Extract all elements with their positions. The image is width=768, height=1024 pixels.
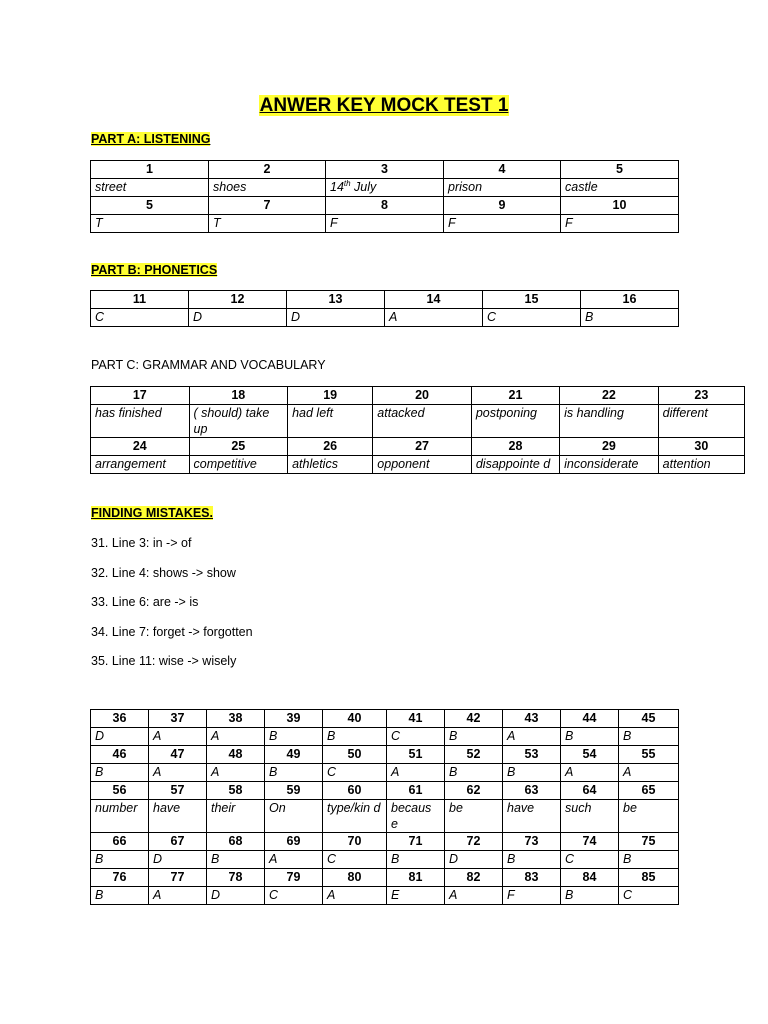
mistake-item: 34. Line 7: forget -> forgotten [91,624,253,639]
number-row [91,438,745,456]
answer-cell: C [387,728,445,746]
answer-cell: postponing [471,405,559,438]
answer-cell: A [385,309,483,327]
question-number: 44 [561,710,619,728]
answer-cell: be [445,800,503,833]
part-b-heading: PART B: PHONETICS [91,263,218,277]
answer-cell: F [561,215,679,233]
question-number: 66 [91,833,149,851]
answer-row [91,887,679,905]
answer-row [91,764,679,782]
question-number: 10 [561,197,679,215]
answer-cell: have [503,800,561,833]
answer-cell: their [207,800,265,833]
answer-cell: B [619,851,679,869]
answers-36-85-table [90,709,679,905]
answer-cell: B [265,728,323,746]
answer-cell: number [91,800,149,833]
finding-mistakes-heading: FINDING MISTAKES. [91,506,213,520]
answer-cell: castle [561,179,679,197]
answer-row [91,179,679,197]
answer-row [91,851,679,869]
question-number: 19 [288,387,373,405]
answer-cell: has finished [91,405,190,438]
answer-cell: F [503,887,561,905]
answer-cell: C [619,887,679,905]
answer-row [91,405,745,438]
question-number: 39 [265,710,323,728]
answer-cell: competitive [189,456,288,474]
phonetics-table [90,290,679,327]
number-row [91,387,745,405]
answer-cell: A [149,887,207,905]
answer-cell: had left [288,405,373,438]
answer-cell: E [387,887,445,905]
answer-row [91,800,679,833]
question-number: 84 [561,869,619,887]
question-number: 18 [189,387,288,405]
answer-cell: T [209,215,326,233]
question-number: 30 [658,438,744,456]
answer-cell: A [503,728,561,746]
answer-cell: B [503,851,561,869]
answer-cell: B [207,851,265,869]
question-number: 9 [444,197,561,215]
question-number: 25 [189,438,288,456]
answer-cell: On [265,800,323,833]
question-number: 2 [209,161,326,179]
question-number: 61 [387,782,445,800]
answer-cell: T [91,215,209,233]
answer-row [91,309,679,327]
answer-cell: type/kin d [323,800,387,833]
question-number: 55 [619,746,679,764]
question-number: 68 [207,833,265,851]
answer-cell: B [91,764,149,782]
question-number: 23 [658,387,744,405]
question-number: 21 [471,387,559,405]
answer-cell: inconsiderate [560,456,659,474]
question-number: 73 [503,833,561,851]
answer-cell: C [265,887,323,905]
mistake-item: 33. Line 6: are -> is [91,595,199,609]
answer-cell: becaus e [387,800,445,833]
question-number: 47 [149,746,207,764]
page-title: ANWER KEY MOCK TEST 1 [259,95,509,116]
question-number: 62 [445,782,503,800]
question-number: 48 [207,746,265,764]
question-number: 28 [471,438,559,456]
question-number: 14 [385,291,483,309]
answer-cell: different [658,405,744,438]
question-number: 76 [91,869,149,887]
answer-cell: A [445,887,503,905]
number-row [91,161,679,179]
mistake-item: 32. Line 4: shows -> show [91,565,236,580]
answer-cell: A [207,764,265,782]
question-number: 74 [561,833,619,851]
answer-row [91,728,679,746]
answer-cell: disappointe d [471,456,559,474]
answer-cell: 14th July [326,179,444,197]
answer-cell: B [387,851,445,869]
question-number: 29 [560,438,659,456]
answer-cell: shoes [209,179,326,197]
answer-cell: prison [444,179,561,197]
number-row [91,782,679,800]
answer-cell: B [445,764,503,782]
answer-row [91,456,745,474]
question-number: 65 [619,782,679,800]
answer-cell: B [561,887,619,905]
question-number: 12 [189,291,287,309]
answer-cell: attacked [373,405,472,438]
question-number: 85 [619,869,679,887]
question-number: 16 [581,291,679,309]
question-number: 60 [323,782,387,800]
answer-cell: A [619,764,679,782]
question-number: 69 [265,833,323,851]
question-number: 38 [207,710,265,728]
part-a-heading: PART A: LISTENING [91,132,211,146]
mistake-item: 31. Line 3: in -> of [91,536,192,550]
question-number: 50 [323,746,387,764]
question-number: 75 [619,833,679,851]
question-number: 78 [207,869,265,887]
question-number: 79 [265,869,323,887]
answer-cell: F [444,215,561,233]
answer-cell: such [561,800,619,833]
answer-cell: D [287,309,385,327]
question-number: 37 [149,710,207,728]
answer-cell: A [207,728,265,746]
answer-cell: D [445,851,503,869]
listening-table [90,160,679,233]
question-number: 71 [387,833,445,851]
question-number: 80 [323,869,387,887]
answer-cell: ( should) take up [189,405,288,438]
question-number: 63 [503,782,561,800]
answer-cell: B [503,764,561,782]
question-number: 54 [561,746,619,764]
question-number: 83 [503,869,561,887]
question-number: 8 [326,197,444,215]
question-number: 42 [445,710,503,728]
question-number: 43 [503,710,561,728]
question-number: 59 [265,782,323,800]
answer-cell: A [387,764,445,782]
answer-cell: A [149,728,207,746]
question-number: 17 [91,387,190,405]
question-number: 5 [91,197,209,215]
answer-cell: A [561,764,619,782]
question-number: 56 [91,782,149,800]
question-number: 7 [209,197,326,215]
answer-cell: arrangement [91,456,190,474]
answer-cell: B [445,728,503,746]
grammar-vocabulary-table [90,386,745,474]
question-number: 57 [149,782,207,800]
question-number: 70 [323,833,387,851]
answer-cell: B [619,728,679,746]
answer-cell: be [619,800,679,833]
question-number: 3 [326,161,444,179]
answer-cell: B [323,728,387,746]
question-number: 15 [483,291,581,309]
question-number: 11 [91,291,189,309]
question-number: 81 [387,869,445,887]
question-number: 24 [91,438,190,456]
question-number: 51 [387,746,445,764]
answer-cell: F [326,215,444,233]
answer-cell: A [265,851,323,869]
number-row [91,197,679,215]
answer-cell: D [91,728,149,746]
question-number: 64 [561,782,619,800]
answer-cell: have [149,800,207,833]
answer-cell: athletics [288,456,373,474]
question-number: 40 [323,710,387,728]
answer-cell: opponent [373,456,472,474]
question-number: 67 [149,833,207,851]
answer-cell: B [91,887,149,905]
question-number: 77 [149,869,207,887]
answer-cell: A [323,887,387,905]
number-row [91,746,679,764]
answer-cell: is handling [560,405,659,438]
question-number: 1 [91,161,209,179]
answer-cell: C [91,309,189,327]
answer-cell: B [265,764,323,782]
question-number: 5 [561,161,679,179]
answer-cell: attention [658,456,744,474]
question-number: 41 [387,710,445,728]
answer-cell: street [91,179,209,197]
answer-cell: C [323,851,387,869]
question-number: 13 [287,291,385,309]
answer-cell: D [149,851,207,869]
answer-cell: B [581,309,679,327]
number-row [91,291,679,309]
answer-cell: D [207,887,265,905]
question-number: 72 [445,833,503,851]
mistake-item: 35. Line 11: wise -> wisely [91,654,237,668]
answer-cell: C [323,764,387,782]
question-number: 27 [373,438,472,456]
question-number: 82 [445,869,503,887]
question-number: 4 [444,161,561,179]
question-number: 49 [265,746,323,764]
answer-cell: B [561,728,619,746]
part-c-heading: PART C: GRAMMAR AND VOCABULARY [91,358,326,372]
mistakes-list [91,535,253,683]
question-number: 22 [560,387,659,405]
answer-cell: C [483,309,581,327]
question-number: 26 [288,438,373,456]
answer-cell: D [189,309,287,327]
number-row [91,869,679,887]
answer-cell: C [561,851,619,869]
question-number: 58 [207,782,265,800]
question-number: 20 [373,387,472,405]
number-row [91,710,679,728]
question-number: 45 [619,710,679,728]
answer-cell: A [149,764,207,782]
answer-row [91,215,679,233]
answer-cell: B [91,851,149,869]
question-number: 53 [503,746,561,764]
question-number: 46 [91,746,149,764]
question-number: 36 [91,710,149,728]
question-number: 52 [445,746,503,764]
number-row [91,833,679,851]
